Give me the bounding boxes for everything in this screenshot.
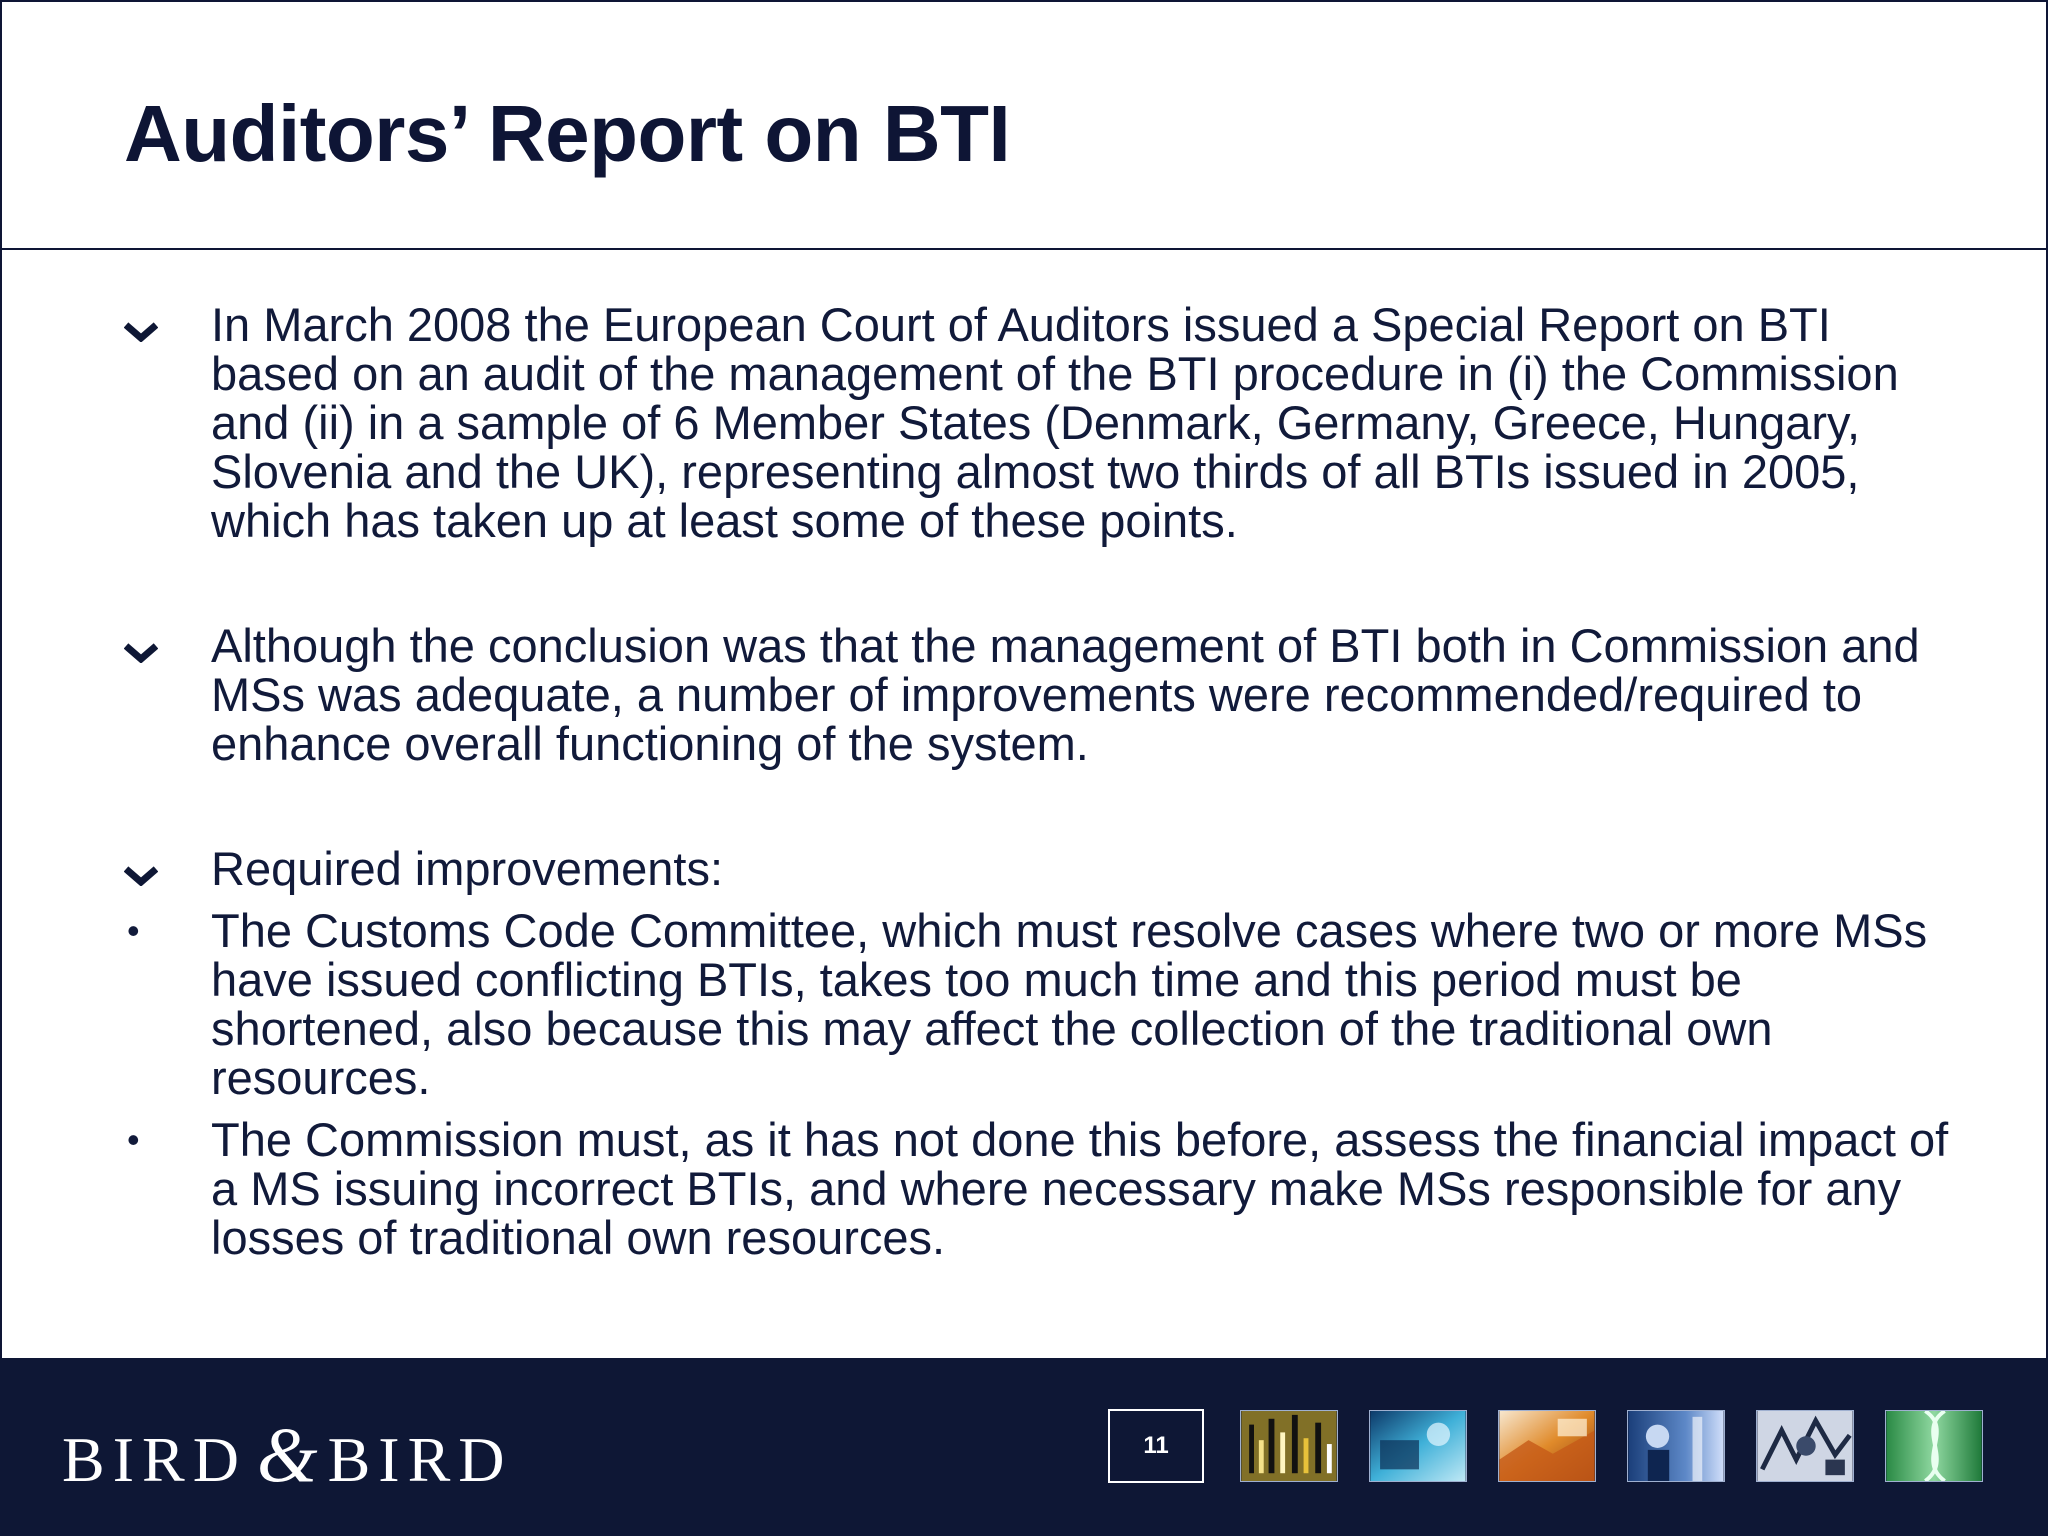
thumb-green-dna-icon: [1885, 1410, 1983, 1482]
thumb-orange-icon: [1498, 1410, 1596, 1482]
bullet-dot-icon: •: [127, 910, 140, 951]
bullet-item-1: [124, 300, 1964, 545]
slide-footer: [0, 1358, 2048, 1536]
bullet-text: Although the conclusion was that the management of BTI both in Commission and MSs was adequate, a number of improvements were recommended/required to enhance overall functioning of the system.: [211, 619, 1920, 770]
page-number: 11: [1108, 1409, 1204, 1483]
sub-bullet-item-1: [124, 906, 1964, 1102]
thumb-blue-figure-icon: [1627, 1410, 1725, 1482]
slide-body: [124, 300, 1964, 1262]
slide-title: Auditors’ Report on BTI: [124, 89, 1011, 178]
bullet-dot-icon: •: [127, 1119, 140, 1160]
bullet-text: The Commission must, as it has not done this before, assess the financial impact of a MS issuing incorrect BTIs, and where necessary make MSs responsible for any losses of traditional own resources.: [211, 1113, 1949, 1264]
bullet-text: In March 2008 the European Court of Auditors issued a Special Report on BTI based on an audit of the management of the BTI procedure in (i) the Commission and (ii) in a sample of 6 Member States (Denmark, Germany, Greece, Hungary, Slovenia and the UK), representing almost two thirds of all BTIs issued in 2005, which has taken up at least some of these points.: [211, 298, 1899, 547]
logo-word-right: BIRD: [327, 1424, 513, 1495]
thumb-water-icon: [1369, 1410, 1467, 1482]
bullet-text: The Customs Code Committee, which must resolve cases where two or more MSs have issued conflicting BTIs, takes too much time and this period must be shortened, also because this may affect the collection of the traditional own resources.: [211, 904, 1928, 1104]
sub-bullet-item-2: [124, 1115, 1964, 1262]
bullet-text: Required improvements:: [211, 842, 723, 895]
bird-and-bird-logo: [62, 1410, 512, 1500]
chevron-down-icon: [124, 643, 158, 663]
thumb-audio-icon: [1240, 1410, 1338, 1482]
bullet-item-2: [124, 621, 1964, 768]
chevron-down-icon: [124, 322, 158, 342]
bullet-item-3: [124, 844, 1964, 893]
logo-word-left: BIRD: [62, 1424, 247, 1495]
logo-ampersand: &: [256, 1411, 318, 1498]
slide-header: [0, 0, 2048, 250]
thumb-sketch-icon: [1756, 1410, 1854, 1482]
chevron-down-icon: [124, 866, 158, 886]
